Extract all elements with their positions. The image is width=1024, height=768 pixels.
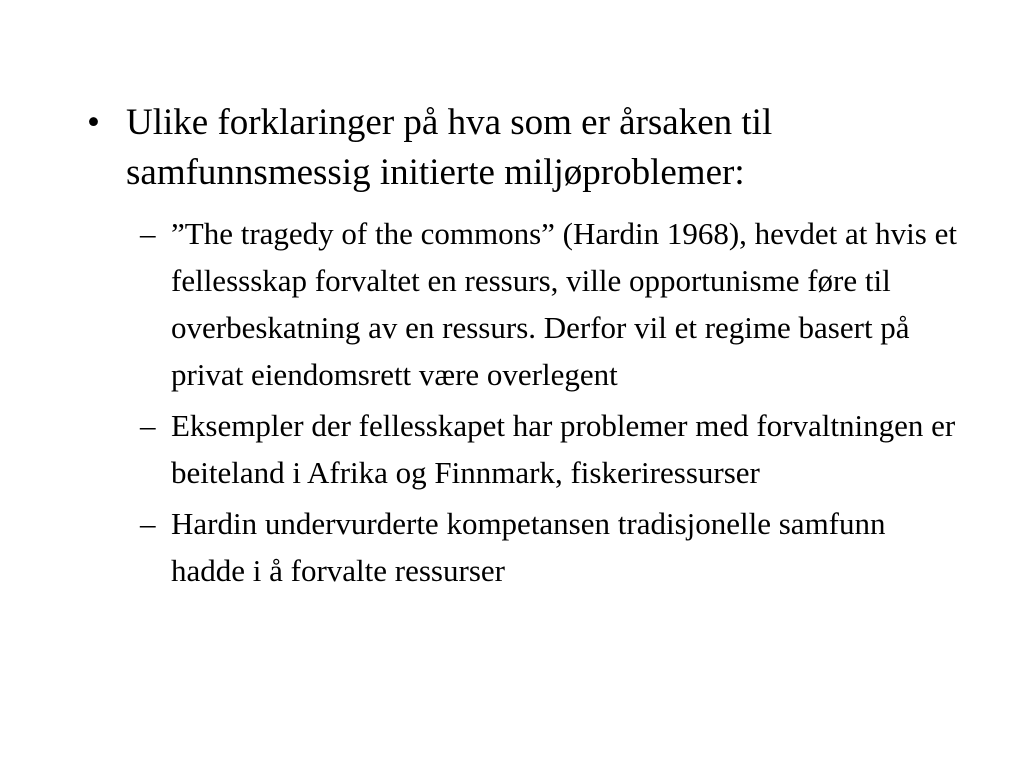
dash-marker: – [140, 506, 156, 541]
bullet-marker: • [87, 102, 100, 143]
sub-bullet-text: ”The tragedy of the commons” (Hardin 1968), hevdet at hvis et fellessskap forvaltet en ressurs, ville opportunisme føre til overbeskatning av en ressurs. Derfor vil et regime basert på privat eiendomsrett være overlegent [171, 216, 957, 392]
sub-bullet-examples [140, 402, 960, 496]
sub-bullet-text: Hardin undervurderte kompetansen tradisjonelle samfunn hadde i å forvalte ressurser [171, 506, 886, 588]
dash-marker: – [140, 408, 156, 443]
sub-bullet-tragedy-of-commons [140, 210, 960, 398]
sub-bullet-hardin-critique [140, 500, 960, 594]
sub-bullet-text: Eksempler der fellesskapet har problemer med forvaltningen er beiteland i Afrika og Finnmark, fiskeriressurser [171, 408, 956, 490]
sub-bullet-list [140, 210, 960, 598]
dash-marker: – [140, 216, 156, 251]
main-bullet-text: Ulike forklaringer på hva som er årsaken til samfunnsmessig initierte miljøproblemer: [126, 102, 773, 193]
main-bullet [87, 98, 967, 198]
